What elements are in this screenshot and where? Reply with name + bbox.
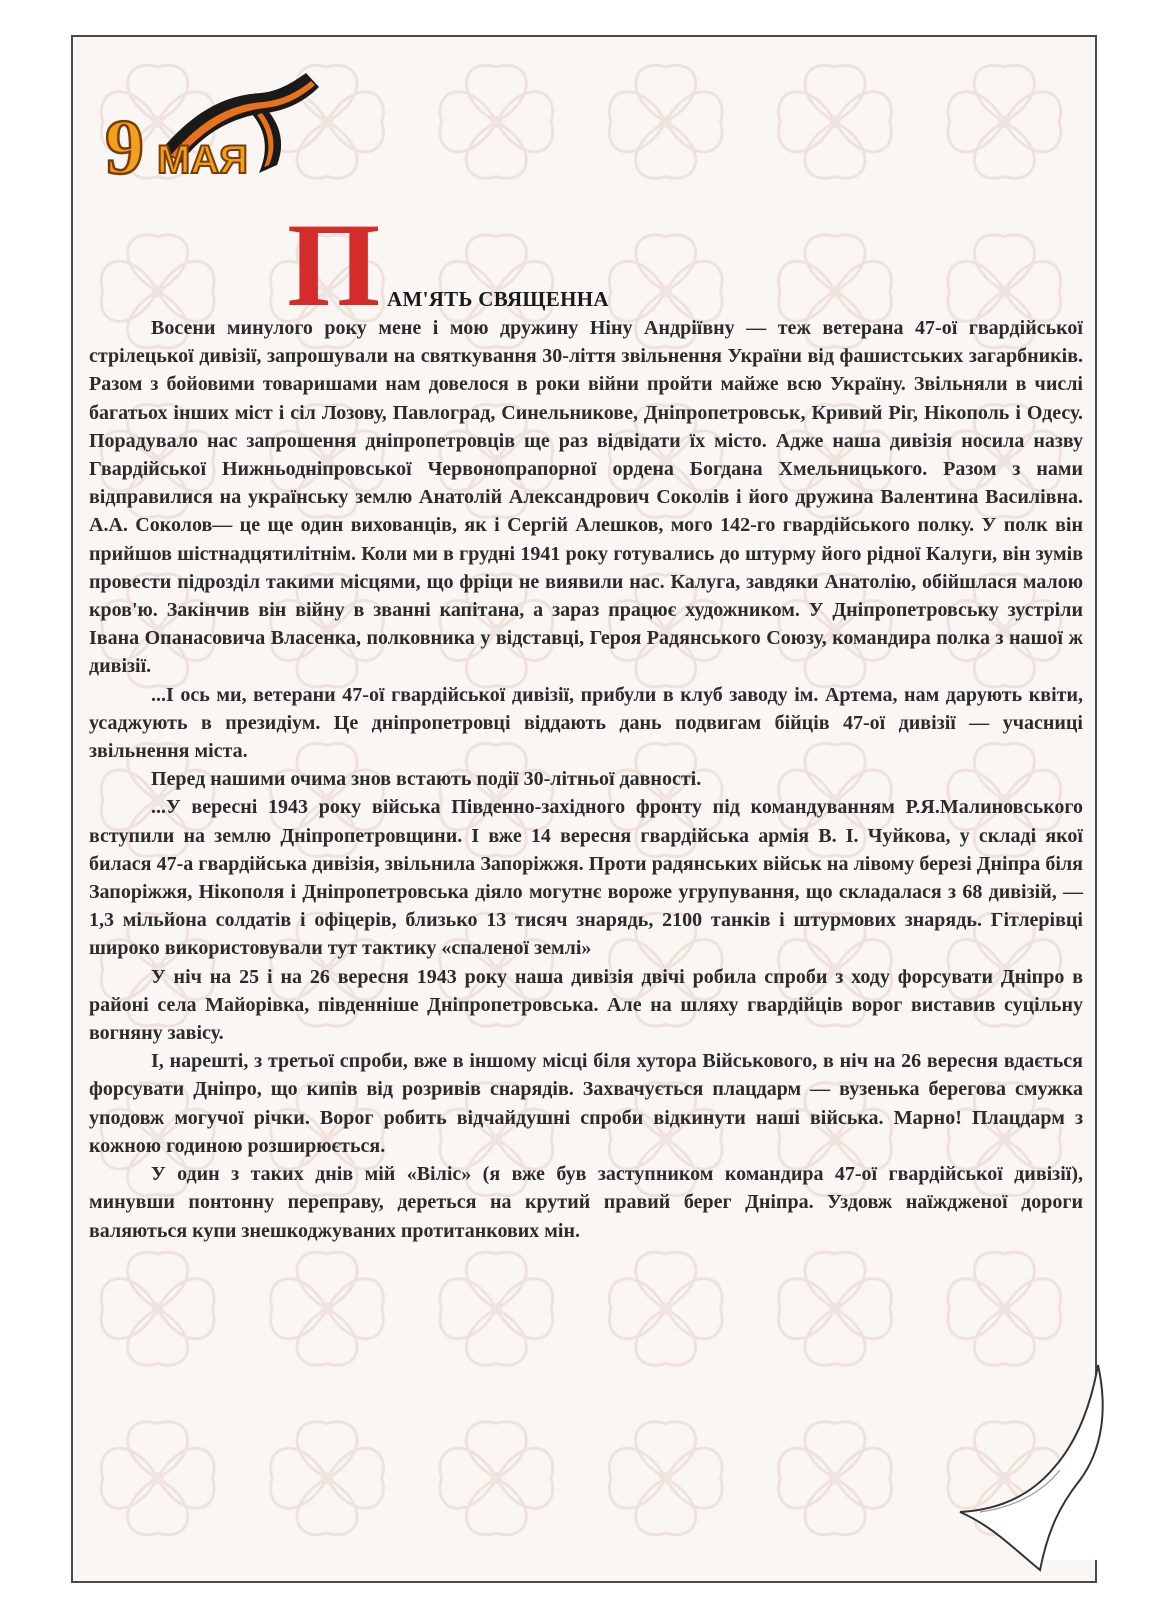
- paragraph: ...І ось ми, ветерани 47-ої гвардійської дивізії, прибули в клуб заводу ім. Артема, нам дарують квіти, усаджують в президіум. Це дніпропетровці віддають дань подвигам бійців 47-ої дивізії — учасниці звільнення міста.: [89, 683, 1083, 763]
- title-drop-cap: П: [287, 198, 381, 331]
- title-text: АМ'ЯТЬ СВЯЩЕННА: [387, 287, 609, 311]
- may-9-logo: [91, 55, 331, 195]
- paragraph: У ніч на 25 і на 26 вересня 1943 року наша дивізія двічі робила спроби з ходу форсувати Дніпро в районі села Майорівка, південніше Дніпропетровська. Але на шляху гвардійців ворог виставив суцільну вогняну завісу.: [89, 965, 1083, 1045]
- paragraph: Восени минулого року мене і мою дружину Ніну Андріївну — теж ветерана 47-ої гвардійської стрілецької дивізії, запрошували на святкування 30-ліття звільнення України від фашистських загарбників. Разом з бойовими товаришами нам довелося в роки війни пройти майже всю Україну. Звільняли в числі багатьох інших міст і сіл Лозову, Павлоград, Синельникове, Дніпропетровськ, Кривий Ріг, Нікополь і Одесу. Порадувало нас запрошення дніпропетровців ще раз відвідати їх місто. Адже наша дивізія носила назву Гвардійської Нижньодніпровської Червонопрапорної ордена Богдана Хмельницького. Разом з нами відправилися на українську землю Анатолій Александрович Соколів і його дружина Валентина Василівна. А.А. Соколов— це ще один вихованців, як і Сергій Алешков, мого 142-го гвардійського полку. У полк він прийшов шістнадцятилітнім. Коли ми в грудні 1941 року готувались до штурму його рідної Калуги, він зумів провести підрозділ такими місцями, що фріци не виявили нас. Калуга, завдяки Анатолію, обійшлася малою кров'ю. Закінчив він війну в званні капітана, а зараз працює художником. У Дніпропетровську зустріли Івана Опанасовича Власенка, полковника у відставці, Героя Радянського Союзу, командира полка з нашої ж дивізії.: [89, 317, 1083, 678]
- paragraph: І, нарешті, з третьої спроби, вже в іншому місці біля хутора Військового, в ніч на 26 вересня вдається форсувати Дніпро, що кипів від розривів снарядів. Захвачується плацдарм — вузенька берегова смужка уподовж могучої річки. Ворог робить відчайдушні спроби відкинути наші війська. Марно! Плацдарм з кожною годиною розширюється.: [89, 1050, 1083, 1157]
- document-page: [71, 35, 1097, 1583]
- article-body: [89, 314, 1083, 1245]
- paragraph: ...У вересні 1943 року війська Південно-західного фронту під командуванням Р.Я.Малиновського вступили на землю Дніпропетровщини. І вже 14 вересня гвардійська армія В. І. Чуйкова, у складі якої билася 47-а гвардійська дивізія, звільнила Запоріжжя. Проти радянських військ на лівому березі Дніпра біля Запоріжжя, Нікополя і Дніпропетровська діяло могутнє вороже угрупування, що складалася з 68 дивізій, — 1,3 мільйона солдатів і офіцерів, близько 13 тисяч знарядь, 2100 танків і штурмових знарядь. Гітлерівці широко використовували тут тактику «спаленої землі»: [89, 796, 1083, 960]
- logo-number: 9: [105, 103, 144, 190]
- paragraph: Перед нашими очима знов встають події 30-літньої давності.: [151, 768, 702, 791]
- logo-word: МАЯ: [157, 138, 248, 182]
- article-title: [287, 198, 887, 331]
- paragraph: У один з таких днів мій «Віліс» (я вже був заступником командира 47-ої гвардійської дивізії), минувши понтонну переправу, дереться на крутий правий берег Дніпра. Уздовж наїждженої дороги валяються купи знешкоджуваних протитанкових мін.: [89, 1163, 1083, 1242]
